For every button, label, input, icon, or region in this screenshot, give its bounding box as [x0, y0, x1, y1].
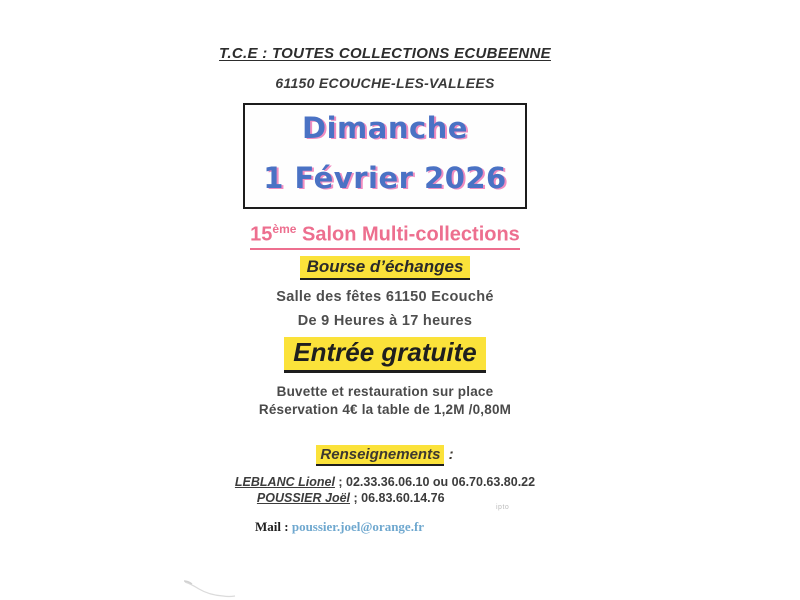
event-day: Dimanche [302, 111, 468, 145]
bourse-line [0, 256, 770, 280]
contacts-heading-highlight: Renseignements [316, 445, 444, 466]
contact-phone: 02.33.36.06.10 ou 06.70.63.80.22 [346, 474, 536, 489]
contact-separator: ; [334, 474, 347, 489]
contact-name: POUSSIER Joël [256, 490, 351, 505]
event-date-box [243, 103, 527, 209]
venue: Salle des fêtes 61150 Ecouché [276, 288, 494, 305]
amenities: Buvette et restauration sur place [276, 383, 494, 399]
salon-title [250, 222, 520, 250]
contact-name: LEBLANC Lionel [234, 474, 335, 489]
contacts-heading-colon: : [444, 445, 454, 463]
contact-row [235, 474, 535, 490]
email-link[interactable]: poussier.joel@orange.fr [291, 518, 425, 534]
salon-edition-ordinal: ème [272, 222, 297, 236]
contacts-heading-line [0, 445, 770, 466]
bourse-highlight: Bourse d’échanges [300, 256, 471, 280]
mail-separator: : [281, 518, 292, 534]
contact-row [235, 490, 535, 506]
organization-title: T.C.E : TOUTES COLLECTIONS ECUBEENNE [219, 45, 551, 62]
opening-hours: De 9 Heures à 17 heures [297, 312, 473, 329]
organization-city: 61150 ECOUCHE-LES-VALLEES [275, 75, 495, 91]
free-entry-highlight: Entrée gratuite [284, 337, 486, 373]
contact-separator: ; [350, 490, 362, 505]
free-entry-line [0, 337, 770, 373]
salon-title-line [0, 222, 770, 250]
reservation-info: Réservation 4€ la table de 1,2M /0,80M [258, 401, 512, 417]
contacts-block [235, 474, 535, 506]
mail-label: Mail [255, 518, 281, 534]
event-date: 1 Février 2026 [263, 161, 507, 195]
salon-edition-number: 15 [250, 223, 273, 246]
salon-title-text: Salon Multi-collections [296, 223, 520, 246]
scan-noise-text: ipto [496, 504, 510, 511]
mail-line [255, 519, 770, 535]
contact-phone: 06.83.60.14.76 [361, 490, 445, 505]
scan-smudge-mark [182, 578, 238, 598]
